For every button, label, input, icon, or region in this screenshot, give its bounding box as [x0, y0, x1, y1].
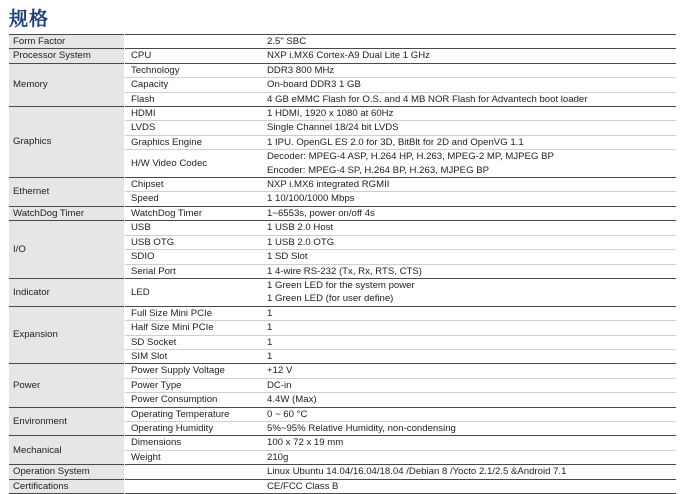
spec-value-line: +12 V	[267, 365, 293, 377]
spec-row	[9, 221, 676, 235]
spec-value	[261, 221, 676, 235]
spec-label: Power Type	[125, 378, 261, 392]
spec-value	[261, 107, 676, 121]
spec-row	[9, 407, 676, 421]
spec-category: Mechanical	[9, 436, 124, 465]
spec-value	[261, 349, 676, 363]
spec-value-line: 1 4-wire RS-232 (Tx, Rx, RTS, CTS)	[267, 265, 422, 277]
spec-label: Capacity	[125, 78, 261, 92]
spec-label: USB OTG	[125, 235, 261, 249]
spec-category: Memory	[9, 63, 124, 106]
spec-label: SD Socket	[125, 335, 261, 349]
spec-row	[9, 306, 676, 320]
spec-value-line: 2.5" SBC	[267, 36, 307, 47]
spec-value-line: 1 Green LED (for user define)	[267, 293, 394, 305]
spec-value-line: On-board DDR3 1 GB	[267, 79, 361, 91]
spec-category: Graphics	[9, 107, 124, 178]
spec-label: Power Consumption	[125, 393, 261, 407]
spec-value-line: NXP i.MX6 Cortex-A9 Dual Lite 1 GHz	[267, 50, 430, 62]
spec-value-line: DDR3 800 MHz	[267, 64, 335, 76]
spec-row	[9, 107, 676, 121]
spec-value	[261, 78, 676, 92]
spec-value-line: DC-in	[267, 379, 292, 391]
spec-value	[261, 450, 676, 464]
spec-value-line: CE/FCC Class B	[267, 480, 339, 492]
spec-label: Chipset	[125, 178, 261, 192]
spec-label	[125, 465, 261, 479]
spec-row	[9, 364, 676, 378]
spec-value-line: 1 HDMI, 1920 x 1080 at 60Hz	[267, 108, 394, 120]
spec-label: H/W Video Codec	[125, 150, 261, 178]
spec-value	[261, 49, 676, 63]
spec-label: Operating Humidity	[125, 421, 261, 435]
spec-value	[261, 135, 676, 149]
spec-label: Serial Port	[125, 264, 261, 278]
spec-row	[9, 278, 676, 306]
spec-value	[261, 465, 676, 479]
spec-category: Ethernet	[9, 178, 124, 207]
spec-value-line: 1 IPU. OpenGL ES 2.0 for 3D, BitBlt for 2D and OpenVG 1.1	[267, 136, 524, 148]
spec-value-line: 1	[267, 322, 273, 334]
spec-value-line: 1 10/100/1000 Mbps	[267, 193, 355, 205]
spec-value	[261, 378, 676, 392]
spec-category: I/O	[9, 221, 124, 279]
spec-label: SIM Slot	[125, 349, 261, 363]
spec-value	[261, 63, 676, 77]
spec-value-line: Linux Ubuntu 14.04/16.04/18.04 /Debian 8 /Yocto 2.1/2.5 &Android 7.1	[267, 466, 567, 478]
spec-label: SDIO	[125, 250, 261, 264]
spec-value	[261, 335, 676, 349]
spec-value	[261, 35, 676, 49]
spec-label: Dimensions	[125, 436, 261, 450]
spec-label: Power Supply Voltage	[125, 364, 261, 378]
spec-label: WatchDog Timer	[125, 206, 261, 220]
spec-row	[9, 178, 676, 192]
spec-value	[261, 278, 676, 306]
spec-value-line: 1	[267, 350, 273, 362]
spec-row	[9, 49, 676, 63]
spec-category: Operation System	[9, 465, 124, 479]
spec-value-line: 4.4W (Max)	[267, 394, 317, 406]
spec-value	[261, 206, 676, 220]
spec-value	[261, 150, 676, 178]
spec-row	[9, 465, 676, 479]
spec-value-line: 1 USB 2.0 Host	[267, 222, 334, 234]
spec-label: LVDS	[125, 121, 261, 135]
spec-value-line: 100 x 72 x 19 mm	[267, 437, 344, 449]
spec-label: Speed	[125, 192, 261, 206]
spec-value-line: 5%~95% Relative Humidity, non-condensing	[267, 422, 456, 434]
spec-value	[261, 92, 676, 106]
spec-category: Certifications	[9, 479, 124, 493]
spec-value	[261, 436, 676, 450]
spec-value-line: NXP i.MX6 integrated RGMII	[267, 179, 390, 191]
spec-label	[125, 479, 261, 493]
spec-value-line: 4 GB eMMC Flash for O.S. and 4 MB NOR Flash for Advantech boot loader	[267, 93, 588, 105]
spec-value-line: 1	[267, 307, 273, 319]
spec-value-line: 0 ~ 60 °C	[267, 408, 308, 420]
spec-value-line: 1 SD Slot	[267, 251, 308, 263]
spec-label: Half Size Mini PCIe	[125, 321, 261, 335]
spec-value-line: Decoder: MPEG-4 ASP, H.264 HP, H.263, MPEG-2 MP, MJPEG BP	[267, 151, 554, 163]
spec-value-line: 1	[267, 336, 273, 348]
spec-value	[261, 121, 676, 135]
spec-category: Power	[9, 364, 124, 407]
spec-value-line: Single Channel 18/24 bit LVDS	[267, 122, 399, 134]
spec-row	[9, 436, 676, 450]
spec-value	[261, 321, 676, 335]
spec-category: Form Factor	[9, 35, 124, 49]
spec-value	[261, 178, 676, 192]
spec-label: Flash	[125, 92, 261, 106]
spec-value	[261, 407, 676, 421]
spec-label: Full Size Mini PCIe	[125, 306, 261, 320]
spec-value-line: 1~6553s, power on/off 4s	[267, 207, 375, 219]
spec-row	[9, 35, 676, 49]
spec-value	[261, 235, 676, 249]
spec-label: CPU	[125, 49, 261, 63]
spec-label: Graphics Engine	[125, 135, 261, 149]
spec-category: Processor System	[9, 49, 124, 63]
spec-row	[9, 206, 676, 220]
page-title: 规格	[9, 9, 50, 30]
spec-value-line: Encoder: MPEG-4 SP, H.264 BP, H.263, MJPEG BP	[267, 164, 490, 176]
spec-value	[261, 264, 676, 278]
spec-value	[261, 192, 676, 206]
spec-label: LED	[125, 278, 261, 306]
spec-category: WatchDog Timer	[9, 206, 124, 220]
spec-row	[9, 63, 676, 77]
spec-table	[9, 34, 676, 494]
spec-row	[9, 479, 676, 493]
spec-value-line: 1 USB 2.0 OTG	[267, 236, 335, 248]
spec-value	[261, 250, 676, 264]
spec-category: Expansion	[9, 306, 124, 364]
spec-label: USB	[125, 221, 261, 235]
spec-value	[261, 421, 676, 435]
spec-label: Technology	[125, 63, 261, 77]
spec-label: Weight	[125, 450, 261, 464]
spec-value	[261, 479, 676, 493]
spec-value	[261, 393, 676, 407]
spec-label: Operating Temperature	[125, 407, 261, 421]
spec-value-line: 1 Green LED for the system power	[267, 279, 415, 291]
spec-label	[125, 35, 261, 49]
spec-label: HDMI	[125, 107, 261, 121]
spec-value	[261, 306, 676, 320]
spec-value-line: 210g	[267, 451, 289, 463]
spec-category: Indicator	[9, 278, 124, 306]
spec-category: Environment	[9, 407, 124, 436]
spec-value	[261, 364, 676, 378]
